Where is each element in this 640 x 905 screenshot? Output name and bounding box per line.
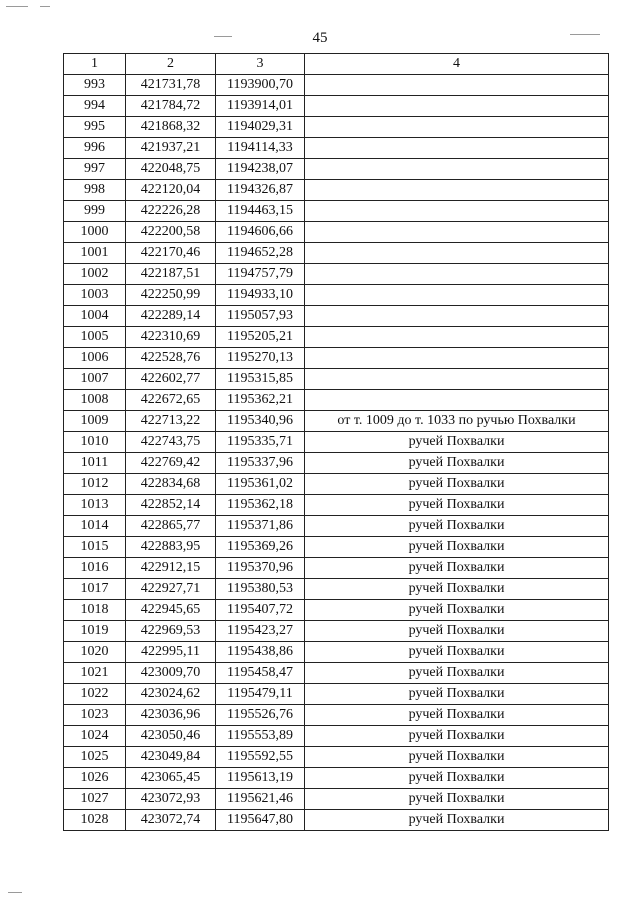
- table-row: [64, 663, 609, 684]
- cell-point-number: 995: [64, 117, 126, 138]
- cell-point-number: 1013: [64, 495, 126, 516]
- cell-y-coordinate: 1195371,86: [216, 516, 305, 537]
- cell-x-coordinate: 422528,76: [126, 348, 216, 369]
- table-row: [64, 327, 609, 348]
- cell-x-coordinate: 423024,62: [126, 684, 216, 705]
- table-row: [64, 600, 609, 621]
- table-row: [64, 558, 609, 579]
- cell-description: [305, 159, 609, 180]
- cell-y-coordinate: 1195458,47: [216, 663, 305, 684]
- cell-x-coordinate: 422995,11: [126, 642, 216, 663]
- header-point-number: 1: [64, 54, 126, 75]
- cell-x-coordinate: 422310,69: [126, 327, 216, 348]
- table-row: [64, 411, 609, 432]
- cell-point-number: 1016: [64, 558, 126, 579]
- table-row: [64, 705, 609, 726]
- cell-point-number: 1006: [64, 348, 126, 369]
- cell-x-coordinate: 421731,78: [126, 75, 216, 96]
- cell-description: [305, 264, 609, 285]
- cell-point-number: 1020: [64, 642, 126, 663]
- table-row: [64, 789, 609, 810]
- table-row: [64, 768, 609, 789]
- cell-y-coordinate: 1195362,21: [216, 390, 305, 411]
- cell-point-number: 1011: [64, 453, 126, 474]
- cell-x-coordinate: 421937,21: [126, 138, 216, 159]
- table-row: [64, 264, 609, 285]
- cell-x-coordinate: 422250,99: [126, 285, 216, 306]
- cell-point-number: 996: [64, 138, 126, 159]
- table-row: [64, 579, 609, 600]
- table-row: [64, 684, 609, 705]
- cell-x-coordinate: 422602,77: [126, 369, 216, 390]
- cell-description: ручей Похвалки: [305, 726, 609, 747]
- cell-description: [305, 306, 609, 327]
- cell-x-coordinate: 422187,51: [126, 264, 216, 285]
- cell-y-coordinate: 1194238,07: [216, 159, 305, 180]
- cell-y-coordinate: 1195613,19: [216, 768, 305, 789]
- cell-point-number: 1002: [64, 264, 126, 285]
- cell-y-coordinate: 1195337,96: [216, 453, 305, 474]
- cell-point-number: 1000: [64, 222, 126, 243]
- cell-y-coordinate: 1194463,15: [216, 201, 305, 222]
- cell-y-coordinate: 1195647,80: [216, 810, 305, 831]
- cell-description: [305, 243, 609, 264]
- cell-y-coordinate: 1195592,55: [216, 747, 305, 768]
- cell-x-coordinate: 422289,14: [126, 306, 216, 327]
- cell-description: ручей Похвалки: [305, 537, 609, 558]
- cell-y-coordinate: 1195380,53: [216, 579, 305, 600]
- cell-point-number: 1021: [64, 663, 126, 684]
- cell-x-coordinate: 422170,46: [126, 243, 216, 264]
- cell-description: ручей Похвалки: [305, 432, 609, 453]
- cell-x-coordinate: 423009,70: [126, 663, 216, 684]
- cell-description: ручей Похвалки: [305, 579, 609, 600]
- cell-point-number: 1026: [64, 768, 126, 789]
- table-row: [64, 159, 609, 180]
- cell-x-coordinate: 422927,71: [126, 579, 216, 600]
- cell-description: ручей Похвалки: [305, 684, 609, 705]
- table-row: [64, 369, 609, 390]
- cell-y-coordinate: 1194652,28: [216, 243, 305, 264]
- table-row: [64, 810, 609, 831]
- cell-y-coordinate: 1195362,18: [216, 495, 305, 516]
- cell-y-coordinate: 1194029,31: [216, 117, 305, 138]
- table-row: [64, 243, 609, 264]
- table-row: [64, 75, 609, 96]
- cell-point-number: 1028: [64, 810, 126, 831]
- cell-description: ручей Похвалки: [305, 516, 609, 537]
- cell-x-coordinate: 422226,28: [126, 201, 216, 222]
- cell-point-number: 1025: [64, 747, 126, 768]
- cell-description: ручей Похвалки: [305, 642, 609, 663]
- cell-point-number: 1018: [64, 600, 126, 621]
- cell-y-coordinate: 1195270,13: [216, 348, 305, 369]
- cell-point-number: 998: [64, 180, 126, 201]
- cell-description: ручей Похвалки: [305, 789, 609, 810]
- cell-description: [305, 390, 609, 411]
- cell-y-coordinate: 1195205,21: [216, 327, 305, 348]
- table-row: [64, 348, 609, 369]
- cell-y-coordinate: 1194757,79: [216, 264, 305, 285]
- table-row: [64, 726, 609, 747]
- cell-description: ручей Похвалки: [305, 474, 609, 495]
- header-x-coordinate: 2: [126, 54, 216, 75]
- table-row: [64, 621, 609, 642]
- table-row: [64, 138, 609, 159]
- cell-description: [305, 138, 609, 159]
- cell-x-coordinate: 423072,93: [126, 789, 216, 810]
- table-row: [64, 117, 609, 138]
- cell-x-coordinate: 422743,75: [126, 432, 216, 453]
- cell-point-number: 1027: [64, 789, 126, 810]
- cell-point-number: 1014: [64, 516, 126, 537]
- scan-speck: [40, 6, 50, 7]
- table-row: [64, 642, 609, 663]
- table-row: [64, 432, 609, 453]
- cell-description: ручей Похвалки: [305, 705, 609, 726]
- cell-description: [305, 201, 609, 222]
- cell-y-coordinate: 1194326,87: [216, 180, 305, 201]
- cell-y-coordinate: 1195553,89: [216, 726, 305, 747]
- header-description: 4: [305, 54, 609, 75]
- cell-description: ручей Похвалки: [305, 600, 609, 621]
- table-row: [64, 453, 609, 474]
- cell-description: ручей Похвалки: [305, 747, 609, 768]
- cell-point-number: 999: [64, 201, 126, 222]
- cell-description: ручей Похвалки: [305, 663, 609, 684]
- cell-description: от т. 1009 до т. 1033 по ручью Похвалки: [305, 411, 609, 432]
- cell-y-coordinate: 1195423,27: [216, 621, 305, 642]
- cell-point-number: 993: [64, 75, 126, 96]
- cell-y-coordinate: 1195335,71: [216, 432, 305, 453]
- cell-description: ручей Похвалки: [305, 810, 609, 831]
- cell-point-number: 1010: [64, 432, 126, 453]
- page-number: 45: [312, 30, 328, 46]
- cell-description: [305, 180, 609, 201]
- cell-description: [305, 369, 609, 390]
- cell-x-coordinate: 423072,74: [126, 810, 216, 831]
- cell-x-coordinate: 423050,46: [126, 726, 216, 747]
- header-row: [64, 54, 609, 75]
- cell-point-number: 1001: [64, 243, 126, 264]
- cell-point-number: 1022: [64, 684, 126, 705]
- cell-x-coordinate: 422672,65: [126, 390, 216, 411]
- cell-y-coordinate: 1194933,10: [216, 285, 305, 306]
- cell-point-number: 1005: [64, 327, 126, 348]
- cell-point-number: 1019: [64, 621, 126, 642]
- cell-point-number: 1004: [64, 306, 126, 327]
- cell-description: [305, 285, 609, 306]
- cell-description: [305, 117, 609, 138]
- cell-x-coordinate: 422120,04: [126, 180, 216, 201]
- cell-y-coordinate: 1193914,01: [216, 96, 305, 117]
- cell-x-coordinate: 421868,32: [126, 117, 216, 138]
- cell-x-coordinate: 422883,95: [126, 537, 216, 558]
- cell-x-coordinate: 423036,96: [126, 705, 216, 726]
- cell-x-coordinate: 422852,14: [126, 495, 216, 516]
- cell-x-coordinate: 422945,65: [126, 600, 216, 621]
- cell-point-number: 994: [64, 96, 126, 117]
- cell-y-coordinate: 1195315,85: [216, 369, 305, 390]
- cell-point-number: 1017: [64, 579, 126, 600]
- table-row: [64, 201, 609, 222]
- cell-point-number: 1003: [64, 285, 126, 306]
- cell-x-coordinate: 422969,53: [126, 621, 216, 642]
- cell-description: ручей Похвалки: [305, 768, 609, 789]
- cell-description: ручей Похвалки: [305, 453, 609, 474]
- cell-x-coordinate: 421784,72: [126, 96, 216, 117]
- cell-x-coordinate: 422048,75: [126, 159, 216, 180]
- cell-point-number: 1023: [64, 705, 126, 726]
- table-header: [64, 54, 609, 75]
- cell-y-coordinate: 1195340,96: [216, 411, 305, 432]
- table-row: [64, 516, 609, 537]
- cell-description: [305, 222, 609, 243]
- table-row: [64, 306, 609, 327]
- cell-description: [305, 327, 609, 348]
- cell-y-coordinate: 1194606,66: [216, 222, 305, 243]
- cell-description: [305, 96, 609, 117]
- table-row: [64, 180, 609, 201]
- cell-x-coordinate: 422834,68: [126, 474, 216, 495]
- cell-x-coordinate: 423049,84: [126, 747, 216, 768]
- cell-y-coordinate: 1195369,26: [216, 537, 305, 558]
- scan-speck: [6, 6, 28, 7]
- cell-point-number: 1009: [64, 411, 126, 432]
- cell-y-coordinate: 1195370,96: [216, 558, 305, 579]
- cell-x-coordinate: 422865,77: [126, 516, 216, 537]
- cell-y-coordinate: 1194114,33: [216, 138, 305, 159]
- cell-x-coordinate: 423065,45: [126, 768, 216, 789]
- cell-point-number: 1015: [64, 537, 126, 558]
- table-row: [64, 495, 609, 516]
- cell-y-coordinate: 1195057,93: [216, 306, 305, 327]
- cell-description: ручей Похвалки: [305, 621, 609, 642]
- cell-x-coordinate: 422912,15: [126, 558, 216, 579]
- scan-speck: [8, 892, 22, 893]
- cell-description: ручей Похвалки: [305, 495, 609, 516]
- cell-y-coordinate: 1195621,46: [216, 789, 305, 810]
- cell-point-number: 997: [64, 159, 126, 180]
- cell-y-coordinate: 1195438,86: [216, 642, 305, 663]
- table-row: [64, 474, 609, 495]
- cell-point-number: 1024: [64, 726, 126, 747]
- cell-x-coordinate: 422200,58: [126, 222, 216, 243]
- table-row: [64, 285, 609, 306]
- cell-x-coordinate: 422769,42: [126, 453, 216, 474]
- header-y-coordinate: 3: [216, 54, 305, 75]
- table-row: [64, 537, 609, 558]
- table-body: [64, 75, 609, 831]
- table-row: [64, 390, 609, 411]
- cell-description: [305, 348, 609, 369]
- cell-description: ручей Похвалки: [305, 558, 609, 579]
- cell-y-coordinate: 1195361,02: [216, 474, 305, 495]
- table-row: [64, 222, 609, 243]
- cell-y-coordinate: 1193900,70: [216, 75, 305, 96]
- table-row: [64, 747, 609, 768]
- cell-point-number: 1008: [64, 390, 126, 411]
- cell-point-number: 1007: [64, 369, 126, 390]
- cell-description: [305, 75, 609, 96]
- cell-y-coordinate: 1195407,72: [216, 600, 305, 621]
- scan-speck: [214, 36, 232, 37]
- scan-speck: [570, 34, 600, 35]
- coordinates-table: [63, 53, 609, 831]
- cell-y-coordinate: 1195479,11: [216, 684, 305, 705]
- cell-x-coordinate: 422713,22: [126, 411, 216, 432]
- table-row: [64, 96, 609, 117]
- cell-y-coordinate: 1195526,76: [216, 705, 305, 726]
- cell-point-number: 1012: [64, 474, 126, 495]
